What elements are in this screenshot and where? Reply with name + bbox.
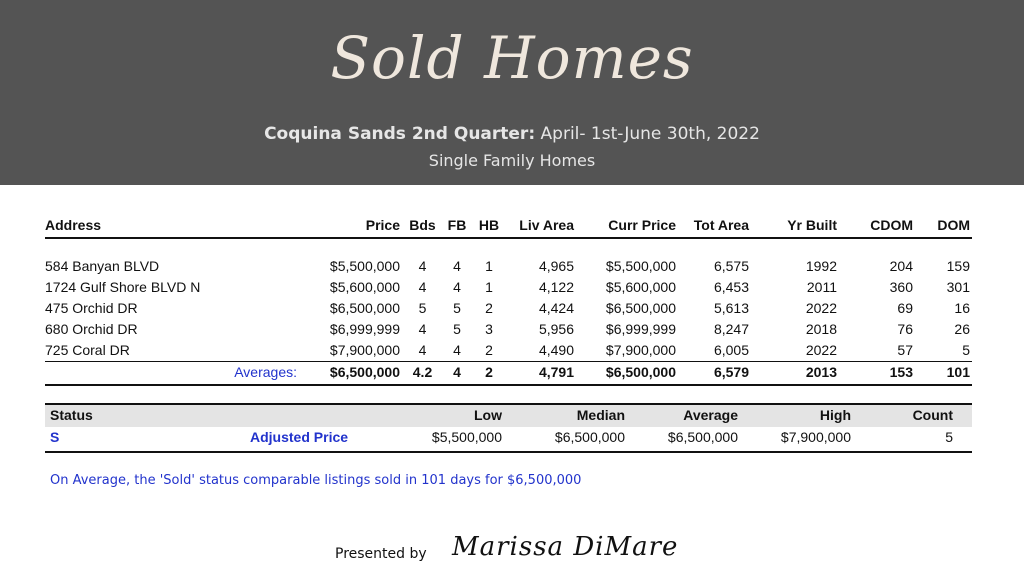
col-bds: Bds: [409, 217, 436, 233]
col-hb: HB: [478, 217, 500, 233]
avg-curr-price: $6,500,000: [605, 364, 676, 380]
page-title: Sold Homes: [330, 24, 694, 92]
avg-liv-area: 4,791: [538, 364, 574, 380]
col-cdom: CDOM: [870, 217, 913, 233]
cell-dom: 5: [962, 342, 970, 358]
stats-header: [45, 403, 972, 427]
stat-count: 5: [945, 429, 953, 445]
averages-row: [45, 361, 972, 386]
presented-by-label: Presented by: [335, 546, 427, 562]
cell-price: $6,999,999: [329, 321, 400, 337]
cell-curr-price: $6,999,999: [605, 321, 676, 337]
stats-row: [45, 427, 972, 453]
avg-bds: 4.2: [412, 364, 433, 380]
cell-liv-area: 4,424: [538, 300, 574, 316]
cell-address: 1724 Gulf Shore BLVD N: [45, 279, 201, 295]
stat-average: $6,500,000: [667, 429, 738, 445]
col-fb: FB: [447, 217, 467, 233]
table-row: [45, 277, 972, 298]
stat-median: $6,500,000: [554, 429, 625, 445]
table-row: [45, 319, 972, 340]
agent-signature: Marissa DiMare: [452, 532, 679, 562]
header-banner: [0, 0, 1024, 185]
cell-hb: 2: [485, 300, 493, 316]
cell-liv-area: 4,122: [538, 279, 574, 295]
price-stats-table: [45, 403, 972, 453]
cell-curr-price: $7,900,000: [605, 342, 676, 358]
cell-dom: 26: [954, 321, 970, 337]
cell-hb: 1: [485, 258, 493, 274]
avg-fb: 4: [453, 364, 461, 380]
col-dom: DOM: [937, 217, 970, 233]
cell-dom: 16: [954, 300, 970, 316]
cell-address: 725 Coral DR: [45, 342, 130, 358]
cell-yr-built: 2018: [805, 321, 837, 337]
col-yr-built: Yr Built: [787, 217, 837, 233]
avg-hb: 2: [485, 364, 493, 380]
cell-cdom: 69: [897, 300, 913, 316]
cell-liv-area: 4,965: [538, 258, 574, 274]
averages-label: Averages:: [234, 364, 297, 380]
cell-tot-area: 6,453: [713, 279, 749, 295]
cell-hb: 3: [485, 321, 493, 337]
stat-label: Adjusted Price: [250, 429, 349, 445]
stat-high: $7,900,000: [780, 429, 851, 445]
summary-text: On Average, the 'Sold' status comparable listings sold in 101 days for $6,500,000: [50, 473, 582, 488]
stat-low: $5,500,000: [431, 429, 502, 445]
cell-bds: 5: [418, 300, 427, 316]
table-row: [45, 340, 972, 361]
cell-liv-area: 5,956: [538, 321, 574, 337]
cell-curr-price: $5,600,000: [605, 279, 676, 295]
cell-price: $5,600,000: [329, 279, 400, 295]
col-tot-area: Tot Area: [693, 217, 749, 233]
cell-yr-built: 2022: [805, 342, 837, 358]
col-price: Price: [365, 217, 400, 233]
cell-bds: 4: [418, 342, 427, 358]
cell-dom: 301: [946, 279, 970, 295]
cell-tot-area: 8,247: [713, 321, 749, 337]
cell-fb: 4: [453, 258, 461, 274]
sold-listings-table: [45, 215, 972, 386]
cell-yr-built: 2011: [806, 279, 837, 295]
col-high: High: [819, 407, 851, 423]
cell-address: 584 Banyan BLVD: [45, 258, 160, 274]
cell-cdom: 360: [889, 279, 913, 295]
cell-liv-area: 4,490: [538, 342, 574, 358]
col-count: Count: [912, 407, 953, 423]
table-row: [45, 298, 972, 319]
cell-address: 475 Orchid DR: [45, 300, 138, 316]
cell-bds: 4: [418, 321, 427, 337]
cell-yr-built: 1992: [805, 258, 837, 274]
col-average: Average: [683, 407, 738, 423]
status-code: S: [50, 429, 60, 445]
col-curr-price: Curr Price: [608, 217, 676, 233]
cell-fb: 4: [453, 342, 461, 358]
avg-yr-built: 2013: [805, 364, 837, 380]
cell-bds: 4: [418, 258, 427, 274]
avg-dom: 101: [946, 364, 970, 380]
cell-curr-price: $6,500,000: [605, 300, 676, 316]
area-quarter-label: Coquina Sands 2nd Quarter:: [264, 124, 536, 144]
cell-fb: 5: [453, 321, 461, 337]
report-period: [0, 124, 1024, 144]
cell-cdom: 76: [897, 321, 913, 337]
col-low: Low: [474, 407, 502, 423]
col-status: Status: [50, 407, 93, 423]
cell-curr-price: $5,500,000: [605, 258, 676, 274]
cell-bds: 4: [418, 279, 427, 295]
table-body: [45, 256, 972, 361]
cell-fb: 4: [453, 279, 461, 295]
cell-cdom: 204: [889, 258, 913, 274]
cell-cdom: 57: [897, 342, 913, 358]
cell-price: $7,900,000: [329, 342, 400, 358]
cell-tot-area: 6,005: [713, 342, 749, 358]
col-address: Address: [45, 217, 102, 233]
cell-tot-area: 5,613: [713, 300, 749, 316]
cell-hb: 2: [485, 342, 493, 358]
avg-price: $6,500,000: [329, 364, 400, 380]
cell-dom: 159: [946, 258, 970, 274]
cell-yr-built: 2022: [805, 300, 837, 316]
property-type: Single Family Homes: [428, 151, 596, 170]
cell-price: $6,500,000: [329, 300, 400, 316]
cell-fb: 5: [453, 300, 461, 316]
cell-price: $5,500,000: [329, 258, 400, 274]
table-header: [45, 215, 972, 239]
cell-hb: 1: [485, 279, 493, 295]
col-median: Median: [576, 407, 625, 423]
cell-address: 680 Orchid DR: [45, 321, 138, 337]
date-range: April- 1st-June 30th, 2022: [535, 124, 760, 144]
avg-cdom: 153: [889, 364, 913, 380]
col-liv-area: Liv Area: [519, 217, 574, 233]
table-row: [45, 256, 972, 277]
avg-tot-area: 6,579: [713, 364, 749, 380]
cell-tot-area: 6,575: [713, 258, 749, 274]
